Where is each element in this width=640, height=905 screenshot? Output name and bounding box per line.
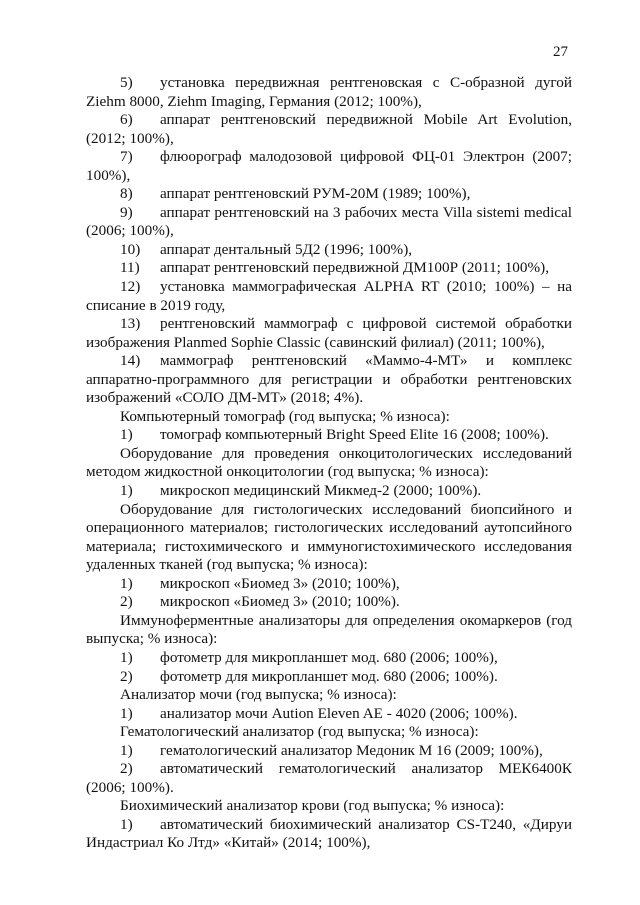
page-number: 27 xyxy=(553,44,568,60)
list-item-text: рентгеновский маммограф с цифровой системой обработки изображения Planmed Sophie Classic (савинский филиал) (2011; 100%), xyxy=(86,315,572,351)
list-item-number: 2) xyxy=(120,593,133,611)
list-item xyxy=(86,241,572,260)
list-item-text: анализатор мочи Aution Eleven AE - 4020 (2006; 100%). xyxy=(160,704,518,722)
list-item xyxy=(86,111,572,148)
list-item xyxy=(86,482,572,501)
document-body xyxy=(86,74,572,853)
list-item-number: 2) xyxy=(120,760,133,778)
list-item-text: аппарат рентгеновский передвижной ДМ100Р (2011; 100%), xyxy=(160,259,549,277)
list-item-text: установка передвижная рентгеновская с С-образной дугой Ziehm 8000, Ziehm Imaging, Германия (2012; 100%), xyxy=(86,74,572,110)
list-item-number: 1) xyxy=(120,482,133,500)
list-item-number: 12) xyxy=(120,278,141,296)
list-item-text: автоматический биохимический анализатор CS-T240, «Дируи Индастриал Ко Лтд» «Китай» (2014; 100%), xyxy=(86,815,572,852)
list-item-number: 6) xyxy=(120,111,133,129)
list-item-number: 14) xyxy=(120,352,141,370)
list-item-text: аппарат рентгеновский РУМ-20М (1989; 100%), xyxy=(160,185,471,203)
section-heading: Биохимический анализатор крови (год выпуска; % износа): xyxy=(120,797,505,815)
list-item xyxy=(86,705,572,724)
list-item-number: 2) xyxy=(120,667,133,685)
list-item xyxy=(86,259,572,278)
section-heading: Оборудование для проведения онкоцитологических исследований методом жидкостной онкоцитологии (год выпуска; % износа): xyxy=(86,444,572,481)
list-item xyxy=(86,575,572,594)
list-item-text: флюорограф малодозовой цифровой ФЦ-01 Электрон (2007; 100%), xyxy=(86,148,572,184)
list-item-text: фотометр для микропланшет мод. 680 (2006; 100%). xyxy=(160,667,498,685)
list-item-number: 1) xyxy=(120,704,133,722)
section-heading: Оборудование для гистологических исследований биопсийного и операционного материалов; гистологических исследований аутопсийного материала; гистохимического и иммуногистохимического исследования удаленных тканей (год выпуска; % износа): xyxy=(86,500,572,574)
list-item xyxy=(86,742,572,761)
list-item-text: микроскоп медицинский Микмед-2 (2000; 100%). xyxy=(160,482,482,500)
list-item-number: 11) xyxy=(120,259,140,277)
list-item-number: 1) xyxy=(120,741,133,759)
list-item-number: 1) xyxy=(120,426,133,444)
list-item xyxy=(86,185,572,204)
list-item-number: 1) xyxy=(120,648,133,666)
list-item xyxy=(86,760,572,797)
list-item xyxy=(86,816,572,853)
list-item-text: автоматический гематологический анализатор МЕК6400К (2006; 100%). xyxy=(86,760,572,796)
list-item-text: микроскоп «Биомед 3» (2010; 100%). xyxy=(160,593,400,611)
section-heading: Иммуноферментные анализаторы для определения окомаркеров (год выпуска; % износа): xyxy=(86,611,572,648)
section-heading: Компьютерный томограф (год выпуска; % износа): xyxy=(120,407,450,425)
list-item-text: маммограф рентгеновский «Маммо-4-МТ» и комплекс аппаратно-программного для регистрации и обработки рентгеновских изображений «СОЛО ДМ-МТ» (2018; 4%). xyxy=(86,352,572,407)
list-item xyxy=(86,315,572,352)
list-item-number: 5) xyxy=(120,74,133,91)
list-item xyxy=(86,593,572,612)
list-item-text: аппарат рентгеновский на 3 рабочих места Villa sistemi medical (2006; 100%), xyxy=(86,203,572,240)
list-item-number: 9) xyxy=(120,203,133,221)
list-item xyxy=(86,668,572,687)
list-item-number: 13) xyxy=(120,315,141,333)
list-item xyxy=(86,426,572,445)
list-item xyxy=(86,352,572,408)
list-item-text: микроскоп «Биомед 3» (2010; 100%), xyxy=(160,574,400,592)
section-heading: Анализатор мочи (год выпуска; % износа): xyxy=(120,686,397,704)
list-item-number: 7) xyxy=(120,148,133,166)
list-item xyxy=(86,74,572,111)
list-item xyxy=(86,148,572,185)
list-item xyxy=(86,204,572,241)
list-item-text: томограф компьютерный Bright Speed Elite 16 (2008; 100%). xyxy=(160,426,549,444)
list-item-text: фотометр для микропланшет мод. 680 (2006; 100%), xyxy=(160,648,498,666)
list-item-number: 10) xyxy=(120,240,141,258)
list-item-text: гематологический анализатор Медоник М 16 (2009; 100%), xyxy=(160,741,543,759)
list-item-number: 1) xyxy=(120,815,133,833)
list-item xyxy=(86,649,572,668)
list-item xyxy=(86,278,572,315)
list-item-number: 1) xyxy=(120,574,133,592)
list-item-text: аппарат рентгеновский передвижной Mobile Art Evolution, (2012; 100%), xyxy=(86,111,572,147)
list-item-number: 8) xyxy=(120,185,133,203)
list-item-text: аппарат дентальный 5Д2 (1996; 100%), xyxy=(160,240,413,258)
section-heading: Гематологический анализатор (год выпуска; % износа): xyxy=(120,723,479,741)
list-item-text: установка маммографическая ALPHA RT (2010; 100%) – на списание в 2019 году, xyxy=(86,278,572,314)
